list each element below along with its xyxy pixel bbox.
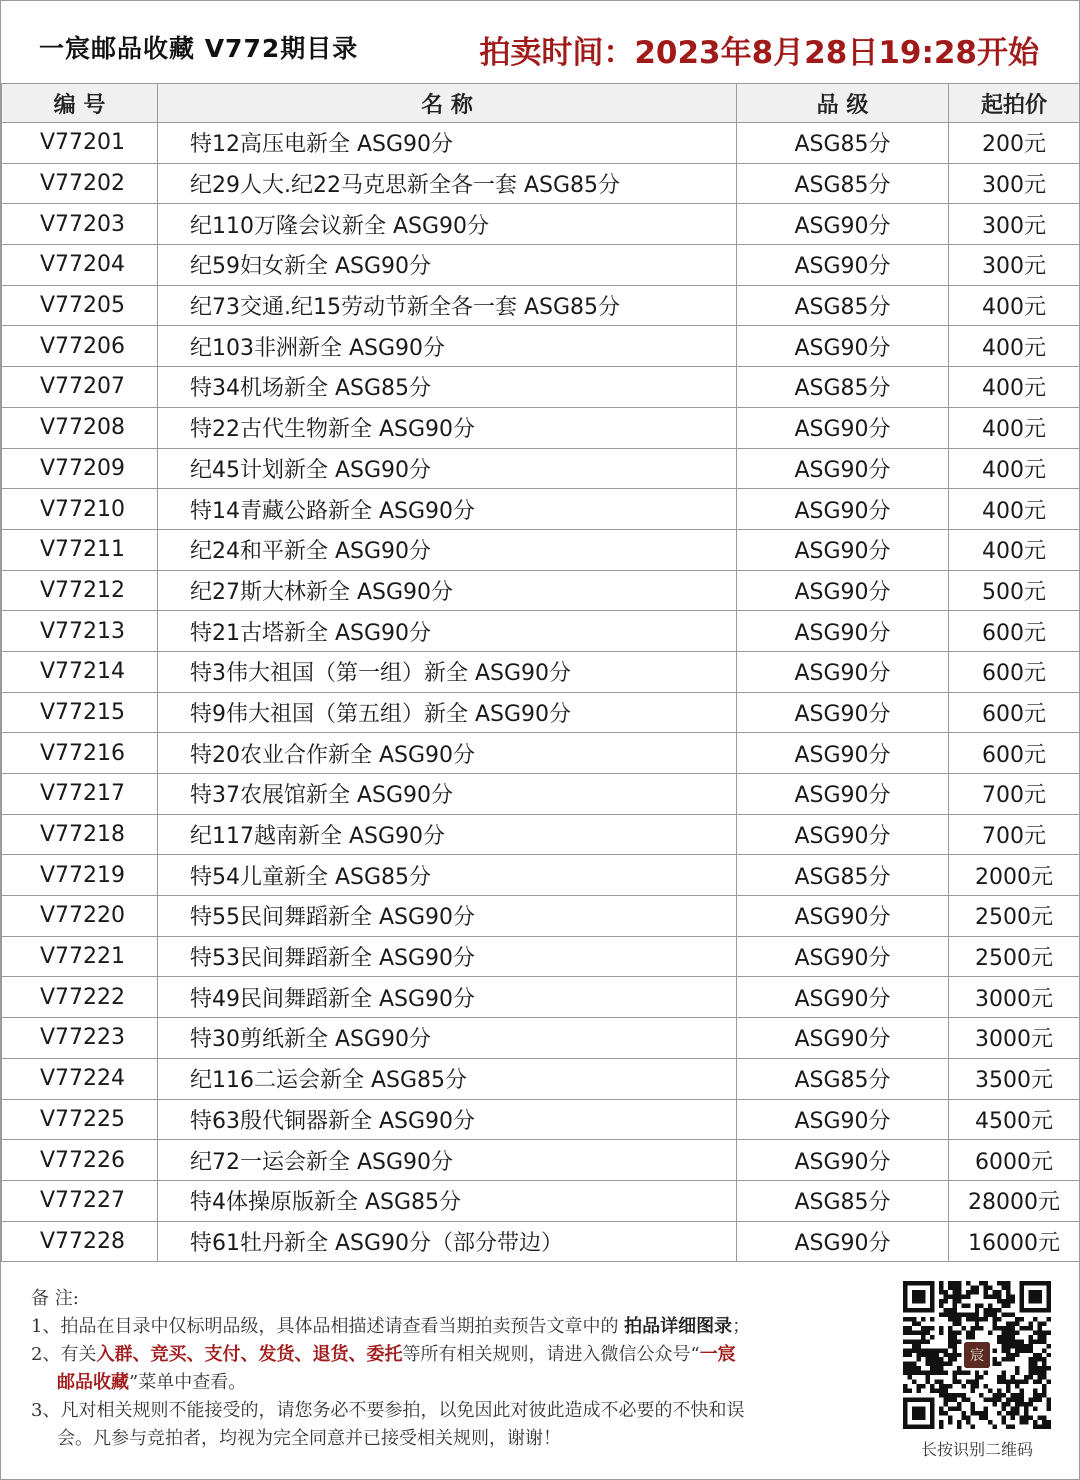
lot-code: V77222 <box>2 977 158 1018</box>
lot-code: V77218 <box>2 814 158 855</box>
lot-price: 6000元 <box>949 1140 1080 1181</box>
note-2-account-2: 邮品收藏 <box>57 1372 129 1393</box>
note-2-text: 2、有关 <box>31 1344 97 1365</box>
table-row <box>2 936 1080 977</box>
lot-price: 2000元 <box>949 855 1080 896</box>
lot-name: 纪29人大.纪22马克思新全各一套 ASG85分 <box>158 163 737 204</box>
catalog-title: 一宸邮品收藏 V772期目录 <box>39 34 359 63</box>
lot-code: V77217 <box>2 774 158 815</box>
note-1-end: ； <box>732 1316 751 1337</box>
lot-grade: ASG90分 <box>737 1140 949 1181</box>
lot-code: V77216 <box>2 733 158 774</box>
note-2-account: 一宸 <box>699 1344 736 1365</box>
table-row <box>2 570 1080 611</box>
lot-grade: ASG85分 <box>737 855 949 896</box>
lot-price: 2500元 <box>949 936 1080 977</box>
lot-grade: ASG90分 <box>737 204 949 245</box>
lot-name: 特9伟大祖国（第五组）新全 ASG90分 <box>158 692 737 733</box>
lot-code: V77219 <box>2 855 158 896</box>
note-2-keyword: 支付 <box>204 1344 241 1365</box>
lot-name: 纪24和平新全 ASG90分 <box>158 529 737 570</box>
lot-code: V77202 <box>2 163 158 204</box>
lot-code: V77205 <box>2 285 158 326</box>
lot-name: 特14青藏公路新全 ASG90分 <box>158 489 737 530</box>
lot-grade: ASG85分 <box>737 123 949 164</box>
lot-grade: ASG85分 <box>737 1058 949 1099</box>
lot-name: 特21古塔新全 ASG90分 <box>158 611 737 652</box>
lot-grade: ASG90分 <box>737 529 949 570</box>
lot-name: 特54儿童新全 ASG85分 <box>158 855 737 896</box>
column-header-code: 编 号 <box>2 84 158 123</box>
table-row <box>2 163 1080 204</box>
notes-text <box>31 1285 871 1453</box>
lot-code: V77226 <box>2 1140 158 1181</box>
lot-name: 纪73交通.纪15劳动节新全各一套 ASG85分 <box>158 285 737 326</box>
lot-grade: ASG85分 <box>737 367 949 408</box>
lot-code: V77215 <box>2 692 158 733</box>
lot-name: 特49民间舞蹈新全 ASG90分 <box>158 977 737 1018</box>
table-row <box>2 245 1080 286</box>
lot-price: 400元 <box>949 407 1080 448</box>
lot-price: 700元 <box>949 814 1080 855</box>
table-row <box>2 1099 1080 1140</box>
lot-code: V77228 <box>2 1221 158 1262</box>
column-header-price: 起拍价 <box>949 84 1080 123</box>
lot-name: 纪59妇女新全 ASG90分 <box>158 245 737 286</box>
table-row <box>2 1180 1080 1221</box>
lot-grade: ASG90分 <box>737 1099 949 1140</box>
lot-code: V77227 <box>2 1180 158 1221</box>
lot-code: V77207 <box>2 367 158 408</box>
lot-code: V77211 <box>2 529 158 570</box>
table-row <box>2 1058 1080 1099</box>
lot-name: 纪103非洲新全 ASG90分 <box>158 326 737 367</box>
lot-code: V77201 <box>2 123 158 164</box>
lot-name: 纪72一运会新全 ASG90分 <box>158 1140 737 1181</box>
lot-price: 600元 <box>949 733 1080 774</box>
note-2-sep: 、 <box>240 1344 259 1365</box>
lot-code: V77225 <box>2 1099 158 1140</box>
lot-grade: ASG90分 <box>737 570 949 611</box>
lot-grade: ASG85分 <box>737 1180 949 1221</box>
lot-grade: ASG90分 <box>737 977 949 1018</box>
lot-code: V77203 <box>2 204 158 245</box>
table-row <box>2 611 1080 652</box>
lot-name: 特30剪纸新全 ASG90分 <box>158 1018 737 1059</box>
lot-price: 4500元 <box>949 1099 1080 1140</box>
lot-price: 400元 <box>949 285 1080 326</box>
lot-price: 400元 <box>949 367 1080 408</box>
lot-code: V77208 <box>2 407 158 448</box>
lot-name: 特55民间舞蹈新全 ASG90分 <box>158 896 737 937</box>
lot-price: 3500元 <box>949 1058 1080 1099</box>
lot-price: 300元 <box>949 245 1080 286</box>
lot-code: V77206 <box>2 326 158 367</box>
lot-name: 特3伟大祖国（第一组）新全 ASG90分 <box>158 651 737 692</box>
lot-grade: ASG90分 <box>737 733 949 774</box>
lot-code: V77224 <box>2 1058 158 1099</box>
table-row <box>2 367 1080 408</box>
table-row <box>2 285 1080 326</box>
catalog-header <box>1 1 1079 84</box>
lot-name: 纪117越南新全 ASG90分 <box>158 814 737 855</box>
lot-name: 纪110万隆会议新全 ASG90分 <box>158 204 737 245</box>
lot-name: 纪27斯大林新全 ASG90分 <box>158 570 737 611</box>
note-2-keyword: 竞买 <box>150 1344 187 1365</box>
notes-section <box>1 1261 1079 1479</box>
lot-grade: ASG90分 <box>737 489 949 530</box>
table-row <box>2 123 1080 164</box>
table-header-row <box>2 84 1080 123</box>
lot-price: 600元 <box>949 692 1080 733</box>
lot-price: 700元 <box>949 774 1080 815</box>
table-row <box>2 448 1080 489</box>
lot-name: 特61牡丹新全 ASG90分（部分带边） <box>158 1221 737 1262</box>
lot-grade: ASG90分 <box>737 245 949 286</box>
lot-code: V77209 <box>2 448 158 489</box>
note-1-emphasis: 拍品详细图录 <box>624 1316 733 1337</box>
lot-name: 纪116二运会新全 ASG85分 <box>158 1058 737 1099</box>
note-2-sep: 、 <box>294 1344 313 1365</box>
note-2-sep: 、 <box>348 1344 367 1365</box>
note-2-keyword: 发货 <box>258 1344 295 1365</box>
lot-price: 3000元 <box>949 977 1080 1018</box>
lot-grade: ASG90分 <box>737 611 949 652</box>
lot-code: V77210 <box>2 489 158 530</box>
lot-code: V77214 <box>2 651 158 692</box>
lot-name: 特20农业合作新全 ASG90分 <box>158 733 737 774</box>
lot-grade: ASG90分 <box>737 448 949 489</box>
table-row <box>2 1221 1080 1262</box>
lot-price: 600元 <box>949 611 1080 652</box>
note-1-text: 1、拍品在目录中仅标明品级，具体品相描述请查看当期拍卖预告文章中的 <box>31 1316 625 1337</box>
notes-heading: 备 注: <box>31 1288 79 1309</box>
lot-code: V77213 <box>2 611 158 652</box>
note-2-cont <box>31 1369 871 1397</box>
lot-grade: ASG90分 <box>737 326 949 367</box>
lot-price: 28000元 <box>949 1180 1080 1221</box>
lot-grade: ASG90分 <box>737 1221 949 1262</box>
lot-price: 400元 <box>949 489 1080 530</box>
qr-caption: 长按识别二维码 <box>920 1440 1033 1459</box>
qr-logo-text: 宸 <box>969 1347 985 1364</box>
lot-price: 500元 <box>949 570 1080 611</box>
note-2-keyword: 委托 <box>366 1344 403 1365</box>
lot-price: 400元 <box>949 448 1080 489</box>
lot-code: V77220 <box>2 896 158 937</box>
note-3-cont: 会。凡参与竞拍者，均视为完全同意并已接受相关规则，谢谢！ <box>57 1428 561 1449</box>
lot-name: 特63殷代铜器新全 ASG90分 <box>158 1099 737 1140</box>
lot-name: 特4体操原版新全 ASG85分 <box>158 1180 737 1221</box>
lot-code: V77221 <box>2 936 158 977</box>
table-row <box>2 692 1080 733</box>
table-row <box>2 204 1080 245</box>
table-row <box>2 407 1080 448</box>
lot-name: 特12高压电新全 ASG90分 <box>158 123 737 164</box>
table-row <box>2 489 1080 530</box>
lot-grade: ASG90分 <box>737 774 949 815</box>
note-2-text-2: 等所有相关规则，请进入微信公众号“ <box>402 1344 700 1365</box>
lot-price: 600元 <box>949 651 1080 692</box>
table-row <box>2 814 1080 855</box>
table-body <box>2 123 1080 1262</box>
note-2-sep: 、 <box>132 1344 151 1365</box>
column-header-grade: 品 级 <box>737 84 949 123</box>
note-2-end: ”菜单中查看。 <box>129 1372 247 1393</box>
note-3: 3、凡对相关规则不能接受的，请您务必不要参拍，以免因此对彼此造成不必要的不快和误 <box>31 1400 745 1421</box>
catalog-table <box>1 83 1080 1262</box>
lot-grade: ASG90分 <box>737 1018 949 1059</box>
lot-grade: ASG90分 <box>737 407 949 448</box>
table-row <box>2 651 1080 692</box>
lot-price: 3000元 <box>949 1018 1080 1059</box>
lot-grade: ASG90分 <box>737 936 949 977</box>
note-2-keyword: 退货 <box>312 1344 349 1365</box>
table-row <box>2 733 1080 774</box>
lot-price: 16000元 <box>949 1221 1080 1262</box>
lot-grade: ASG85分 <box>737 163 949 204</box>
lot-code: V77223 <box>2 1018 158 1059</box>
auction-time: 拍卖时间：2023年8月28日19:28开始 <box>479 35 1039 71</box>
lot-grade: ASG90分 <box>737 692 949 733</box>
table-row <box>2 896 1080 937</box>
lot-price: 300元 <box>949 163 1080 204</box>
lot-price: 2500元 <box>949 896 1080 937</box>
lot-grade: ASG90分 <box>737 896 949 937</box>
lot-name: 特37农展馆新全 ASG90分 <box>158 774 737 815</box>
note-2-keyword: 入群 <box>96 1344 133 1365</box>
table-row <box>2 529 1080 570</box>
lot-grade: ASG85分 <box>737 285 949 326</box>
lot-code: V77212 <box>2 570 158 611</box>
lot-price: 300元 <box>949 204 1080 245</box>
lot-name: 特34机场新全 ASG85分 <box>158 367 737 408</box>
table-row <box>2 326 1080 367</box>
note-2 <box>31 1341 871 1369</box>
table-row <box>2 774 1080 815</box>
table-row <box>2 1018 1080 1059</box>
lot-name: 特22古代生物新全 ASG90分 <box>158 407 737 448</box>
lot-name: 特53民间舞蹈新全 ASG90分 <box>158 936 737 977</box>
table-row <box>2 1140 1080 1181</box>
lot-grade: ASG90分 <box>737 651 949 692</box>
table-row <box>2 855 1080 896</box>
lot-price: 400元 <box>949 326 1080 367</box>
note-2-sep: 、 <box>186 1344 205 1365</box>
lot-price: 400元 <box>949 529 1080 570</box>
lot-grade: ASG90分 <box>737 814 949 855</box>
note-1 <box>31 1313 871 1341</box>
lot-price: 200元 <box>949 123 1080 164</box>
qr-code-icon[interactable] <box>903 1281 1051 1429</box>
lot-name: 纪45计划新全 ASG90分 <box>158 448 737 489</box>
lot-code: V77204 <box>2 245 158 286</box>
table-row <box>2 977 1080 1018</box>
column-header-name: 名 称 <box>158 84 737 123</box>
